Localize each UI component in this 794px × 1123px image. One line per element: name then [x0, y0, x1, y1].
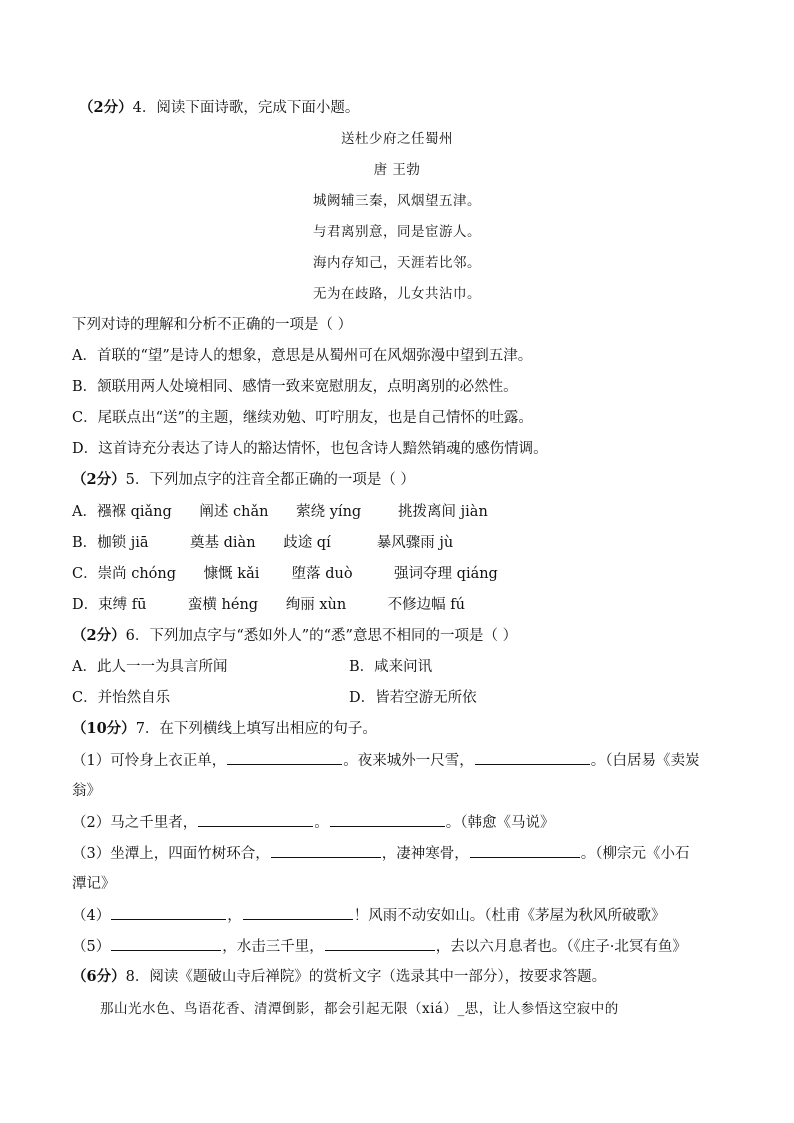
q8-text: 8．阅读《题破山寺后禅院》的赏析文字（选录其中一部分），按要求答题。 [125, 969, 607, 985]
poem-line: 城阙辅三秦，风烟望五津。 [313, 193, 481, 209]
q4-option-a: A．首联的“望”是诗人的想象，意思是从蜀州可在风烟弥漫中望到五津。 [72, 348, 533, 364]
answer-blank[interactable] [475, 750, 590, 765]
q7-item-3-cont: 潭记》 [72, 876, 116, 892]
answer-blank[interactable] [330, 812, 445, 827]
q7-item-text: ，凄神寒骨， [381, 846, 469, 862]
q4-points: （2分） [79, 99, 133, 116]
q5-header [72, 470, 415, 490]
poem-line: 海内存知己，天涯若比邻。 [313, 255, 481, 271]
q7-header [72, 719, 377, 739]
q7-item-text: 。（韩愈《马说》 [445, 815, 555, 831]
answer-blank[interactable] [243, 905, 353, 920]
q7-item-text: 。夜来城外一尺雪， [343, 753, 474, 769]
q7-points: （10分） [72, 720, 136, 737]
q8-passage: 那山光水色、鸟语花香、清潭倒影，都会引起无限（xiá）_思，让人参悟这空寂中的 [100, 1001, 619, 1017]
q8-header [72, 967, 606, 987]
q5-option-c: C．崇尚 chóng 慷慨 kǎi 堕落 duò 强词夺理 qiáng [72, 566, 498, 582]
q5-option-b: B．枷锁 jiā 奠基 diàn 歧途 qí 暴风骤雨 jù [72, 535, 454, 551]
answer-blank[interactable] [227, 750, 342, 765]
poem-title: 送杜少府之任蜀州 [341, 131, 453, 147]
q4-option-b: B．颔联用两人处境相同、感情一致来宽慰朋友，点明离别的必然性。 [72, 379, 518, 395]
q6-points: （2分） [72, 627, 126, 644]
q6-option-d: D．皆若空游无所依 [349, 690, 477, 706]
q7-item-2 [72, 812, 554, 833]
q5-text: 5．下列加点字的注音全都正确的一项是（ ） [125, 472, 415, 488]
q4-option-c: C．尾联点出“送”的主题，继续劝勉、叮咛朋友，也是自己情怀的吐露。 [72, 410, 533, 426]
q7-item-text: （4） [72, 908, 111, 924]
q7-item-text: 。 [314, 815, 329, 831]
q5-option-a: A．襁褓 qiǎng 阐述 chǎn 萦绕 yíng 挑拨离间 jiàn [72, 504, 488, 520]
q6-option-c: C．并怡然自乐 [72, 690, 171, 706]
q7-item-5 [72, 936, 687, 957]
answer-blank[interactable] [470, 843, 580, 858]
q7-item-text: （3）坐潭上，四面竹树环合， [72, 846, 270, 862]
q7-item-text: ！风雨不动安如山。（杜甫《茅屋为秋风所破歌》 [353, 908, 666, 924]
poem-line: 与君离别意，同是宦游人。 [313, 224, 481, 240]
poem-author: 唐 王勃 [373, 162, 421, 178]
q7-text: 7．在下列横线上填写出相应的句子。 [135, 721, 377, 737]
answer-blank[interactable] [325, 936, 435, 951]
q6-text: 6．下列加点字与“悉如外人”的“悉”意思不相同的一项是（ ） [125, 628, 518, 644]
poem-line: 无为在歧路，儿女共沾巾。 [313, 286, 481, 302]
q7-item-1-cont: 翁》 [72, 783, 101, 799]
q5-option-d: D．束缚 fū 蛮横 héng 绚丽 xùn 不修边幅 fú [72, 597, 465, 613]
q6-option-b: B．咸来问讯 [349, 659, 433, 675]
q7-item-text: ， [227, 908, 242, 924]
q7-item-text: ，去以六月息者也。（《庄子·北冥有鱼》 [435, 939, 687, 955]
q7-item-text: ，水击三千里， [222, 939, 324, 955]
q7-item-1 [72, 750, 699, 771]
answer-blank[interactable] [111, 936, 221, 951]
q7-item-text: （5） [72, 939, 111, 955]
q4-question: 下列对诗的理解和分析不正确的一项是（ ） [72, 317, 353, 333]
q7-item-text: 。（柳宗元《小石 [580, 846, 690, 862]
q7-item-text: 。（白居易《卖炭 [590, 753, 700, 769]
q4-header-text: 4．阅读下面诗歌，完成下面小题。 [132, 100, 360, 116]
q7-item-text: （1）可怜身上衣正单， [72, 753, 227, 769]
q4-option-d: D．这首诗充分表达了诗人的豁达情怀，也包含诗人黯然销魂的感伤情调。 [72, 441, 548, 457]
q7-item-4 [72, 905, 665, 926]
q6-option-a: A．此人一一为具言所闻 [72, 659, 228, 675]
answer-blank[interactable] [198, 812, 313, 827]
q7-item-text: （2）马之千里者， [72, 815, 198, 831]
q8-points: （6分） [72, 968, 126, 985]
q7-item-3 [72, 843, 689, 864]
q4-header [79, 98, 359, 118]
q6-header [72, 626, 517, 646]
answer-blank[interactable] [111, 905, 226, 920]
answer-blank[interactable] [271, 843, 381, 858]
q5-points: （2分） [72, 471, 126, 488]
